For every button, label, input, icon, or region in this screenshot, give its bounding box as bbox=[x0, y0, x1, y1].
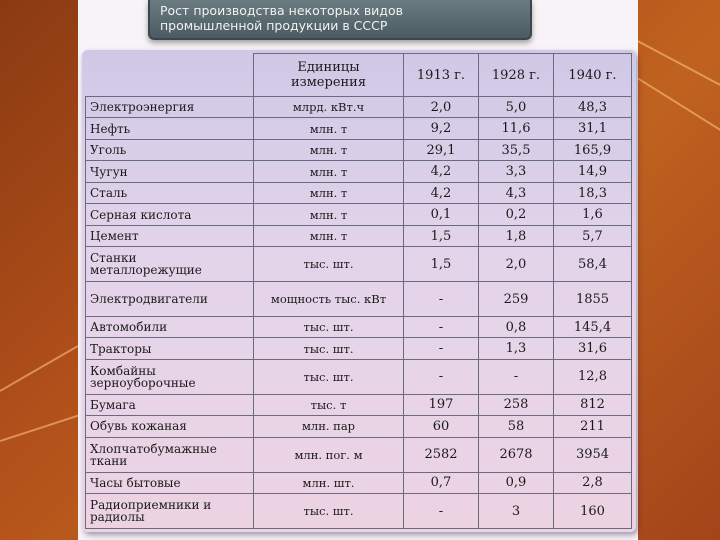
row-name: Электроэнергия bbox=[86, 97, 254, 118]
row-name: Серная кислота bbox=[86, 204, 254, 225]
value-1940: 48,3 bbox=[554, 97, 632, 118]
table-row bbox=[86, 416, 632, 437]
header-1940: 1940 г. bbox=[554, 54, 632, 97]
value-1940: 160 bbox=[554, 494, 632, 529]
value-1913: 2,0 bbox=[404, 97, 479, 118]
row-name: Сталь bbox=[86, 182, 254, 203]
row-unit: тыс. шт. bbox=[254, 338, 404, 359]
header-1913: 1913 г. bbox=[404, 54, 479, 97]
value-1913: - bbox=[404, 316, 479, 337]
value-1913: 4,2 bbox=[404, 161, 479, 182]
table-row bbox=[86, 437, 632, 472]
title-line-2: промышленной продукции в СССР bbox=[160, 18, 388, 33]
value-1928: 3,3 bbox=[479, 161, 554, 182]
table-row bbox=[86, 316, 632, 337]
row-name: Обувь кожаная bbox=[86, 416, 254, 437]
row-name: Комбайны зерноуборочные bbox=[86, 359, 254, 394]
row-name: Бумага bbox=[86, 394, 254, 415]
value-1940: 5,7 bbox=[554, 225, 632, 246]
value-1913: 1,5 bbox=[404, 247, 479, 282]
value-1940: 812 bbox=[554, 394, 632, 415]
value-1928: 1,3 bbox=[479, 338, 554, 359]
value-1913: - bbox=[404, 494, 479, 529]
slide-title bbox=[148, 0, 532, 40]
row-name: Тракторы bbox=[86, 338, 254, 359]
header-unit: Единицы измерения bbox=[254, 54, 404, 97]
row-name: Нефть bbox=[86, 118, 254, 139]
value-1913: 9,2 bbox=[404, 118, 479, 139]
row-unit: млн. т bbox=[254, 139, 404, 160]
decor-line bbox=[0, 412, 86, 442]
row-unit: мощность тыс. кВт bbox=[254, 282, 404, 317]
row-name: Часы бытовые bbox=[86, 472, 254, 493]
table-row bbox=[86, 282, 632, 317]
row-name: Радиоприемники и радиолы bbox=[86, 494, 254, 529]
row-name: Хлопчатобумажные ткани bbox=[86, 437, 254, 472]
production-table bbox=[85, 53, 632, 529]
table-row bbox=[86, 359, 632, 394]
value-1913: 1,5 bbox=[404, 225, 479, 246]
value-1928: 58 bbox=[479, 416, 554, 437]
row-unit: млрд. кВт.ч bbox=[254, 97, 404, 118]
value-1928: 0,9 bbox=[479, 472, 554, 493]
value-1940: 1855 bbox=[554, 282, 632, 317]
value-1913: 0,7 bbox=[404, 472, 479, 493]
value-1940: 1,6 bbox=[554, 204, 632, 225]
value-1928: 2678 bbox=[479, 437, 554, 472]
table-row bbox=[86, 118, 632, 139]
row-name: Автомобили bbox=[86, 316, 254, 337]
row-unit: тыс. шт. bbox=[254, 494, 404, 529]
value-1913: 2582 bbox=[404, 437, 479, 472]
value-1940: 165,9 bbox=[554, 139, 632, 160]
row-name: Станки металлорежущие bbox=[86, 247, 254, 282]
row-unit: тыс. шт. bbox=[254, 359, 404, 394]
value-1928: 259 bbox=[479, 282, 554, 317]
value-1928: 0,2 bbox=[479, 204, 554, 225]
title-line-1: Рост производства некоторых видов bbox=[160, 3, 403, 18]
row-unit: млн. т bbox=[254, 161, 404, 182]
header-1928: 1928 г. bbox=[479, 54, 554, 97]
value-1940: 58,4 bbox=[554, 247, 632, 282]
value-1928: 258 bbox=[479, 394, 554, 415]
value-1940: 12,8 bbox=[554, 359, 632, 394]
value-1913: 197 bbox=[404, 394, 479, 415]
value-1928: 5,0 bbox=[479, 97, 554, 118]
value-1928: 2,0 bbox=[479, 247, 554, 282]
value-1940: 145,4 bbox=[554, 316, 632, 337]
decor-line bbox=[0, 345, 78, 392]
value-1928: 4,3 bbox=[479, 182, 554, 203]
row-unit: млн. пар bbox=[254, 416, 404, 437]
row-unit: млн. т bbox=[254, 182, 404, 203]
table-row bbox=[86, 204, 632, 225]
table-row bbox=[86, 182, 632, 203]
value-1928: 3 bbox=[479, 494, 554, 529]
value-1928: - bbox=[479, 359, 554, 394]
row-unit: тыс. т bbox=[254, 394, 404, 415]
table-row bbox=[86, 161, 632, 182]
value-1928: 11,6 bbox=[479, 118, 554, 139]
value-1940: 18,3 bbox=[554, 182, 632, 203]
value-1940: 3954 bbox=[554, 437, 632, 472]
row-unit: млн. т bbox=[254, 225, 404, 246]
data-table-panel bbox=[82, 50, 636, 532]
row-unit: млн. пог. м bbox=[254, 437, 404, 472]
value-1940: 14,9 bbox=[554, 161, 632, 182]
row-name: Электродвигатели bbox=[86, 282, 254, 317]
value-1940: 31,6 bbox=[554, 338, 632, 359]
table-row bbox=[86, 338, 632, 359]
value-1913: - bbox=[404, 282, 479, 317]
value-1928: 1,8 bbox=[479, 225, 554, 246]
value-1940: 211 bbox=[554, 416, 632, 437]
table-row bbox=[86, 394, 632, 415]
header-blank bbox=[86, 54, 254, 97]
table-row bbox=[86, 247, 632, 282]
row-unit: тыс. шт. bbox=[254, 316, 404, 337]
value-1928: 35,5 bbox=[479, 139, 554, 160]
row-name: Цемент bbox=[86, 225, 254, 246]
value-1928: 0,8 bbox=[479, 316, 554, 337]
table-row bbox=[86, 472, 632, 493]
table-row bbox=[86, 139, 632, 160]
value-1940: 31,1 bbox=[554, 118, 632, 139]
row-unit: млн. т bbox=[254, 204, 404, 225]
value-1913: 60 bbox=[404, 416, 479, 437]
value-1913: 29,1 bbox=[404, 139, 479, 160]
row-unit: тыс. шт. bbox=[254, 247, 404, 282]
table-row bbox=[86, 494, 632, 529]
value-1913: - bbox=[404, 338, 479, 359]
table-row bbox=[86, 225, 632, 246]
row-name: Чугун bbox=[86, 161, 254, 182]
value-1940: 2,8 bbox=[554, 472, 632, 493]
value-1913: - bbox=[404, 359, 479, 394]
row-unit: млн. т bbox=[254, 118, 404, 139]
row-unit: млн. шт. bbox=[254, 472, 404, 493]
value-1913: 4,2 bbox=[404, 182, 479, 203]
value-1913: 0,1 bbox=[404, 204, 479, 225]
table-row bbox=[86, 97, 632, 118]
row-name: Уголь bbox=[86, 139, 254, 160]
